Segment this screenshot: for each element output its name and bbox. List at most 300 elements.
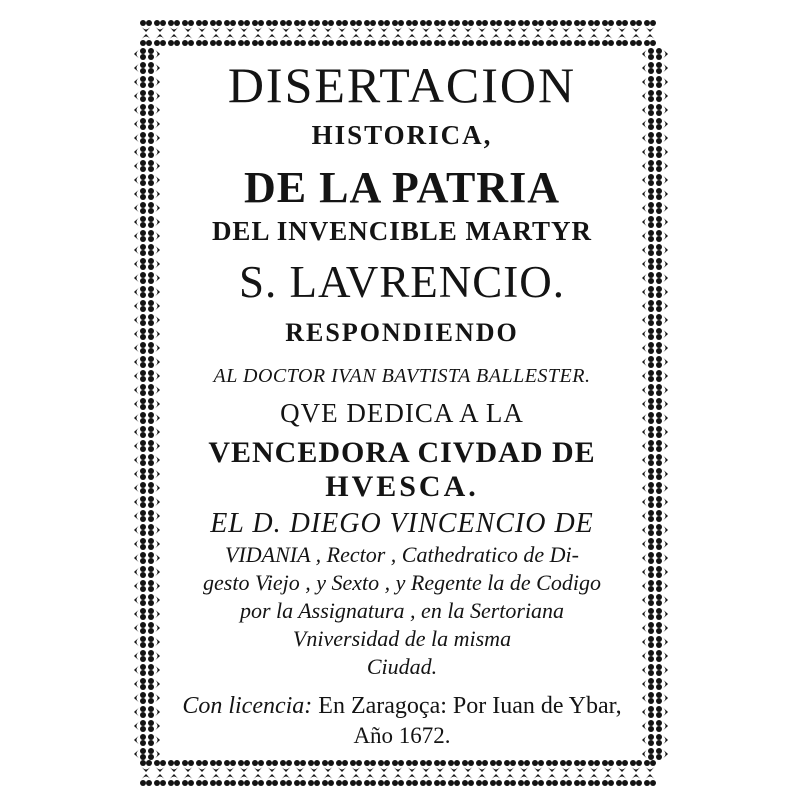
border-ornament — [656, 734, 668, 746]
border-ornament — [224, 20, 236, 32]
border-ornament — [322, 760, 334, 772]
border-ornament — [504, 34, 516, 46]
border-ornament — [134, 650, 146, 662]
border-ornament — [420, 760, 432, 772]
border-ornament — [406, 774, 418, 786]
border-ornament — [656, 496, 668, 508]
border-ornament — [148, 104, 160, 116]
border-ornament — [148, 622, 160, 634]
border-ornament — [420, 20, 432, 32]
subtitle-saint: S. LAVRENCIO. — [239, 257, 565, 307]
border-ornament — [656, 692, 668, 704]
border-ornament — [560, 760, 572, 772]
border-ornament — [148, 566, 160, 578]
border-ornament — [148, 594, 160, 606]
border-ornament — [656, 636, 668, 648]
border-ornament — [656, 62, 668, 74]
border-ornament — [148, 650, 160, 662]
border-ornament — [148, 384, 160, 396]
border-ornament — [134, 370, 146, 382]
border-ornament — [656, 328, 668, 340]
border-ornament — [266, 760, 278, 772]
border-ornament — [154, 760, 166, 772]
border-ornament — [224, 34, 236, 46]
border-ornament — [148, 412, 160, 424]
border-ornament — [238, 774, 250, 786]
author-title-line: Ciudad. — [366, 654, 438, 679]
border-ornament — [350, 20, 362, 32]
border-ornament — [392, 34, 404, 46]
border-ornament — [656, 454, 668, 466]
border-ornament — [134, 594, 146, 606]
border-ornament — [588, 20, 600, 32]
border-ornament — [420, 774, 432, 786]
border-ornament — [134, 202, 146, 214]
border-ornament — [490, 774, 502, 786]
border-ornament — [148, 230, 160, 242]
border-ornament — [148, 48, 160, 60]
border-ornament — [630, 20, 642, 32]
border-ornament — [148, 286, 160, 298]
title-page-text — [160, 48, 644, 760]
border-ornament — [148, 734, 160, 746]
border-ornament — [134, 664, 146, 676]
border-ornament — [574, 20, 586, 32]
border-ornament — [656, 524, 668, 536]
border-ornament — [532, 760, 544, 772]
border-ornament — [148, 160, 160, 172]
printer-text: En Zaragoça: Por Iuan de Ybar, — [318, 693, 622, 719]
border-ornament — [134, 384, 146, 396]
border-ornament — [148, 678, 160, 690]
border-ornament — [602, 20, 614, 32]
border-ornament — [148, 216, 160, 228]
border-ornament — [546, 20, 558, 32]
border-ornament — [490, 20, 502, 32]
border-ornament — [462, 34, 474, 46]
border-ornament — [280, 774, 292, 786]
border-ornament — [574, 760, 586, 772]
border-ornament — [148, 202, 160, 214]
border-ornament — [134, 160, 146, 172]
border-ornament — [656, 440, 668, 452]
border-ornament — [350, 774, 362, 786]
border-ornament — [630, 34, 642, 46]
border-ornament — [210, 760, 222, 772]
border-ornament — [134, 748, 146, 760]
border-ornament — [490, 760, 502, 772]
border-ornament — [546, 774, 558, 786]
respondiendo-line: RESPONDIENDO — [285, 318, 519, 347]
border-ornament — [266, 774, 278, 786]
border-ornament — [148, 328, 160, 340]
border-ornament — [148, 482, 160, 494]
border-ornament — [656, 104, 668, 116]
border-ornament — [280, 20, 292, 32]
border-ornament — [656, 300, 668, 312]
border-ornament — [134, 538, 146, 550]
border-ornament — [406, 760, 418, 772]
main-title: DISERTACION — [227, 57, 577, 113]
border-ornament — [294, 34, 306, 46]
border-ornament — [134, 692, 146, 704]
border-ornament — [602, 760, 614, 772]
border-ornament — [134, 216, 146, 228]
border-ornament — [168, 774, 180, 786]
border-ornament — [644, 774, 656, 786]
border-ornament — [294, 760, 306, 772]
border-ornament — [196, 20, 208, 32]
border-ornament — [238, 20, 250, 32]
border-ornament — [210, 34, 222, 46]
border-ornament — [134, 258, 146, 270]
border-ornament — [148, 76, 160, 88]
border-ornament — [392, 774, 404, 786]
border-ornament — [518, 774, 530, 786]
author-title-line: por la Assignatura , en la Sertoriana — [239, 598, 565, 623]
border-ornament — [148, 552, 160, 564]
border-ornament — [448, 34, 460, 46]
border-ornament — [656, 426, 668, 438]
border-ornament — [168, 760, 180, 772]
border-ornament — [134, 412, 146, 424]
border-ornament — [656, 706, 668, 718]
border-ornament — [656, 664, 668, 676]
border-ornament — [350, 34, 362, 46]
border-ornament — [518, 34, 530, 46]
border-ornament — [148, 62, 160, 74]
border-ornament — [656, 202, 668, 214]
border-ornament — [134, 706, 146, 718]
border-ornament — [224, 774, 236, 786]
border-ornament — [656, 370, 668, 382]
border-ornament — [134, 454, 146, 466]
border-ornament — [134, 566, 146, 578]
border-ornament — [134, 48, 146, 60]
border-ornament — [140, 34, 152, 46]
border-ornament — [182, 760, 194, 772]
border-ornament — [656, 132, 668, 144]
border-ornament — [644, 20, 656, 32]
border-ornament — [406, 34, 418, 46]
border-ornament — [378, 34, 390, 46]
border-ornament — [616, 760, 628, 772]
border-ornament — [364, 20, 376, 32]
border-ornament — [656, 258, 668, 270]
border-ornament — [434, 20, 446, 32]
border-ornament — [336, 20, 348, 32]
border-ornament — [546, 34, 558, 46]
border-ornament — [134, 244, 146, 256]
border-ornament — [518, 20, 530, 32]
border-ornament — [560, 20, 572, 32]
border-ornament — [364, 34, 376, 46]
border-ornament — [322, 34, 334, 46]
subtitle-historica: HISTORICA, — [311, 120, 493, 150]
border-ornament — [148, 440, 160, 452]
border-ornament — [148, 398, 160, 410]
border-ornament — [656, 412, 668, 424]
border-ornament — [134, 300, 146, 312]
border-ornament — [644, 34, 656, 46]
border-ornament — [134, 496, 146, 508]
border-ornament — [148, 636, 160, 648]
border-ornament — [252, 20, 264, 32]
border-ornament — [134, 552, 146, 564]
border-ornament — [532, 34, 544, 46]
border-ornament — [656, 538, 668, 550]
border-ornament — [134, 272, 146, 284]
border-ornament — [148, 692, 160, 704]
border-ornament — [656, 356, 668, 368]
border-ornament — [602, 34, 614, 46]
border-ornament — [134, 608, 146, 620]
border-ornament — [630, 774, 642, 786]
border-ornament — [148, 118, 160, 130]
border-ornament — [616, 774, 628, 786]
border-ornament — [148, 706, 160, 718]
border-ornament — [252, 34, 264, 46]
border-ornament — [616, 34, 628, 46]
border-ornament — [656, 510, 668, 522]
border-ornament — [134, 62, 146, 74]
border-ornament — [140, 20, 152, 32]
border-ornament — [378, 20, 390, 32]
border-ornament — [134, 132, 146, 144]
border-ornament — [148, 370, 160, 382]
border-ornament — [252, 760, 264, 772]
border-ornament — [448, 774, 460, 786]
border-ornament — [656, 48, 668, 60]
border-ornament — [656, 188, 668, 200]
imprint-year: Año 1672. — [353, 723, 451, 748]
border-ornament — [252, 774, 264, 786]
border-ornament — [336, 760, 348, 772]
border-ornament — [656, 552, 668, 564]
border-ornament — [350, 760, 362, 772]
border-ornament — [308, 34, 320, 46]
border-ornament — [134, 510, 146, 522]
border-ornament — [134, 580, 146, 592]
border-ornament — [308, 774, 320, 786]
border-ornament — [134, 188, 146, 200]
border-ornament — [392, 760, 404, 772]
border-ornament — [532, 774, 544, 786]
border-ornament — [182, 774, 194, 786]
border-ornament — [656, 580, 668, 592]
border-ornament — [490, 34, 502, 46]
border-ornament — [148, 748, 160, 760]
border-ornament — [148, 356, 160, 368]
border-ornament — [148, 174, 160, 186]
border-ornament — [148, 188, 160, 200]
border-ornament — [134, 398, 146, 410]
border-ornament — [308, 760, 320, 772]
border-ornament — [134, 482, 146, 494]
border-ornament — [148, 510, 160, 522]
border-ornament — [560, 34, 572, 46]
border-ornament — [154, 20, 166, 32]
border-ornament — [134, 76, 146, 88]
border-ornament — [238, 34, 250, 46]
border-ornament — [588, 760, 600, 772]
border-ornament — [280, 760, 292, 772]
border-ornament — [148, 454, 160, 466]
border-ornament — [134, 286, 146, 298]
border-ornament — [574, 774, 586, 786]
border-ornament — [322, 20, 334, 32]
border-ornament — [134, 356, 146, 368]
border-ornament — [266, 34, 278, 46]
border-ornament — [434, 760, 446, 772]
border-ornament — [148, 720, 160, 732]
border-ornament — [266, 20, 278, 32]
border-ornament — [140, 760, 152, 772]
border-ornament — [134, 90, 146, 102]
border-ornament — [294, 20, 306, 32]
border-ornament — [182, 20, 194, 32]
border-ornament — [168, 20, 180, 32]
border-ornament — [364, 760, 376, 772]
border-ornament — [504, 774, 516, 786]
border-ornament — [148, 244, 160, 256]
author-name-line: EL D. DIEGO VINCENCIO DE — [210, 508, 594, 539]
border-ornament — [434, 34, 446, 46]
border-ornament — [140, 774, 152, 786]
border-ornament — [224, 760, 236, 772]
border-ornament — [336, 34, 348, 46]
border-ornament — [148, 258, 160, 270]
border-ornament — [518, 760, 530, 772]
city-name-line: HVESCA. — [325, 470, 479, 503]
border-ornament — [476, 774, 488, 786]
border-ornament — [210, 20, 222, 32]
author-title-line: gesto Viejo , y Sexto , y Regente la de Codigo — [203, 570, 601, 595]
border-ornament — [148, 608, 160, 620]
border-ornament — [656, 608, 668, 620]
border-ornament — [656, 720, 668, 732]
border-ornament — [134, 328, 146, 340]
border-ornament — [134, 734, 146, 746]
border-ornament — [434, 774, 446, 786]
border-ornament — [134, 174, 146, 186]
border-ornament — [656, 76, 668, 88]
border-ornament — [656, 622, 668, 634]
border-ornament — [656, 230, 668, 242]
border-ornament — [148, 90, 160, 102]
border-ornament — [148, 300, 160, 312]
border-ornament — [134, 230, 146, 242]
border-ornament — [504, 760, 516, 772]
border-ornament — [656, 594, 668, 606]
border-ornament — [182, 34, 194, 46]
border-ornament — [476, 34, 488, 46]
border-ornament — [574, 34, 586, 46]
border-ornament — [322, 774, 334, 786]
border-ornament — [656, 272, 668, 284]
border-ornament — [148, 132, 160, 144]
border-ornament — [148, 342, 160, 354]
border-ornament — [656, 342, 668, 354]
border-ornament — [134, 636, 146, 648]
border-ornament — [644, 760, 656, 772]
border-ornament — [656, 678, 668, 690]
border-ornament — [134, 468, 146, 480]
imprint-line — [160, 694, 644, 718]
border-ornament — [656, 286, 668, 298]
city-line: VENCEDORA CIVDAD DE — [208, 436, 596, 469]
border-ornament — [462, 760, 474, 772]
border-ornament — [238, 760, 250, 772]
border-ornament — [134, 678, 146, 690]
border-ornament — [294, 774, 306, 786]
subtitle-patria: DE LA PATRIA — [244, 163, 560, 212]
border-ornament — [656, 748, 668, 760]
border-ornament — [134, 426, 146, 438]
border-ornament — [196, 760, 208, 772]
border-ornament — [546, 760, 558, 772]
border-ornament — [196, 34, 208, 46]
border-ornament — [656, 244, 668, 256]
border-ornament — [392, 20, 404, 32]
border-ornament — [154, 774, 166, 786]
border-ornament — [656, 90, 668, 102]
border-ornament — [420, 34, 432, 46]
border-ornament — [134, 342, 146, 354]
border-ornament — [168, 34, 180, 46]
border-ornament — [148, 314, 160, 326]
border-ornament — [210, 774, 222, 786]
border-ornament — [378, 774, 390, 786]
border-ornament — [656, 398, 668, 410]
border-ornament — [656, 650, 668, 662]
border-ornament — [588, 774, 600, 786]
border-ornament — [406, 20, 418, 32]
author-title-line: VIDANIA , Rector , Cathedratico de Di- — [225, 542, 579, 567]
border-ornament — [134, 524, 146, 536]
border-ornament — [134, 720, 146, 732]
border-ornament — [656, 118, 668, 130]
border-ornament — [448, 760, 460, 772]
border-ornament — [148, 146, 160, 158]
border-ornament — [656, 566, 668, 578]
border-ornament — [148, 468, 160, 480]
border-ornament — [134, 146, 146, 158]
border-ornament — [364, 774, 376, 786]
border-ornament — [504, 20, 516, 32]
border-ornament — [196, 774, 208, 786]
border-ornament — [476, 760, 488, 772]
border-ornament — [656, 482, 668, 494]
border-ornament — [602, 774, 614, 786]
border-ornament — [148, 580, 160, 592]
border-ornament — [154, 34, 166, 46]
border-ornament — [148, 664, 160, 676]
border-ornament — [656, 314, 668, 326]
dedication-line: QVE DEDICA A LA — [280, 398, 524, 428]
border-ornament — [308, 20, 320, 32]
border-ornament — [134, 440, 146, 452]
border-ornament — [656, 146, 668, 158]
border-ornament — [532, 20, 544, 32]
border-ornament — [462, 774, 474, 786]
border-ornament — [560, 774, 572, 786]
border-ornament — [588, 34, 600, 46]
author-title-line: Vniversidad de la misma — [292, 626, 512, 651]
border-ornament — [280, 34, 292, 46]
border-ornament — [656, 216, 668, 228]
border-ornament — [462, 20, 474, 32]
